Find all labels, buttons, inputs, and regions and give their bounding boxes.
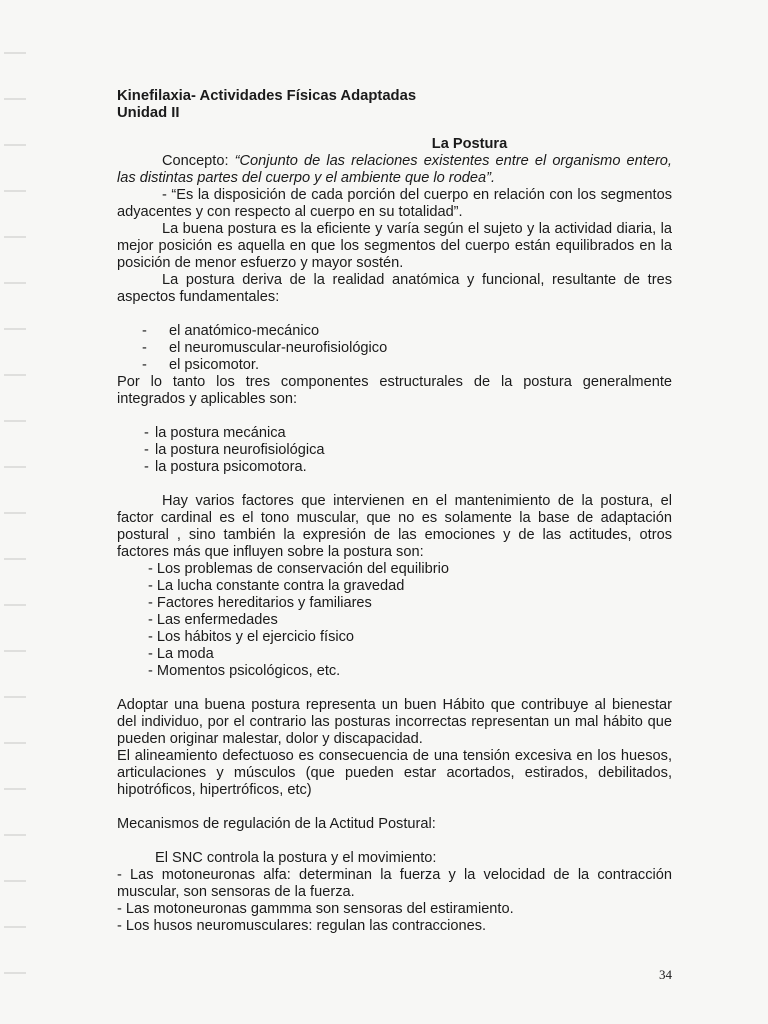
section-title: La Postura bbox=[431, 136, 508, 152]
paragraph-factors: Hay varios factores que intervienen en el mantenimiento de la postura, el factor cardinal es el tono muscular, que no es solamente la base de adaptación postural , sino también la expresión de las emociones y de las actitudes, otros factores más que influyen sobre la postura son: bbox=[117, 493, 672, 560]
factors-list bbox=[117, 561, 672, 680]
list-item: - la postura neurofisiológica bbox=[117, 442, 672, 459]
course-title: Kinefilaxia- Actividades Físicas Adaptadas bbox=[117, 88, 417, 104]
list-item: - la postura psicomotora. bbox=[117, 459, 672, 476]
page-content bbox=[117, 88, 672, 935]
page-number: 34 bbox=[659, 967, 672, 982]
paragraph-snc: El SNC controla la postura y el movimiento: bbox=[155, 850, 437, 866]
unit-title: Unidad II bbox=[117, 105, 180, 121]
paragraph-alignment: El alineamiento defectuoso es consecuencia de una tensión excesiva en los huesos, articulaciones y músculos (que pueden estar acortados, estirados, debilitados, hipotróficos, hipertróficos, etc) bbox=[117, 748, 672, 798]
list-item: - Factores hereditarios y familiares bbox=[148, 595, 372, 611]
concept-quote: “Conjunto de las relaciones existentes entre el organismo entero, las distintas partes del cuerpo y el ambiente que lo rodea”. bbox=[117, 153, 672, 186]
list-item: - Los problemas de conservación del equilibrio bbox=[148, 561, 449, 577]
paragraph-definition: - “Es la disposición de cada porción del cuerpo en relación con los segmentos adyacentes y con respecto al cuerpo en su totalidad”. bbox=[117, 187, 672, 220]
paragraph-good-habit: Adoptar una buena postura representa un buen Hábito que contribuye al bienestar del individuo, por el contrario las posturas incorrectas representan un mal hábito que pueden originar malestar, dolor y discapacidad. bbox=[117, 697, 672, 747]
components-list bbox=[117, 425, 672, 476]
aspects-list bbox=[117, 323, 672, 374]
list-item: - La moda bbox=[148, 646, 214, 662]
regulation-item: - Las motoneuronas gammma son sensoras del estiramiento. bbox=[117, 901, 514, 917]
concept-label: Concepto: bbox=[162, 153, 235, 169]
list-item: - Las enfermedades bbox=[148, 612, 278, 628]
scan-margin-marks bbox=[4, 30, 26, 1000]
paragraph-components: Por lo tanto los tres componentes estructurales de la postura generalmente integrados y aplicables son: bbox=[117, 374, 672, 407]
list-item: - La lucha constante contra la gravedad bbox=[148, 578, 405, 594]
regulation-item: - Las motoneuronas alfa: determinan la fuerza y la velocidad de la contracción muscular, son sensoras de la fuerza. bbox=[117, 867, 672, 900]
list-item: - el psicomotor. bbox=[117, 357, 672, 374]
list-item: - el neuromuscular-neurofisiológico bbox=[117, 340, 672, 357]
paragraph-good-posture: La buena postura es la eficiente y varía según el sujeto y la actividad diaria, la mejor posición es aquella en que los segmentos del cuerpo están equilibrados en la posición de menor esfuerzo y mayor sostén. bbox=[117, 221, 672, 271]
paragraph-mechanisms-heading: Mecanismos de regulación de la Actitud Postural: bbox=[117, 816, 436, 832]
list-item: - la postura mecánica bbox=[117, 425, 672, 442]
paragraph-derivation: La postura deriva de la realidad anatómica y funcional, resultante de tres aspectos fundamentales: bbox=[117, 272, 672, 305]
list-item: - Los hábitos y el ejercicio físico bbox=[148, 629, 355, 645]
concept-paragraph bbox=[117, 153, 672, 187]
list-item: - el anatómico-mecánico bbox=[117, 323, 672, 340]
list-item: - Momentos psicológicos, etc. bbox=[148, 663, 341, 679]
regulation-item: - Los husos neuromusculares: regulan las contracciones. bbox=[117, 918, 487, 934]
